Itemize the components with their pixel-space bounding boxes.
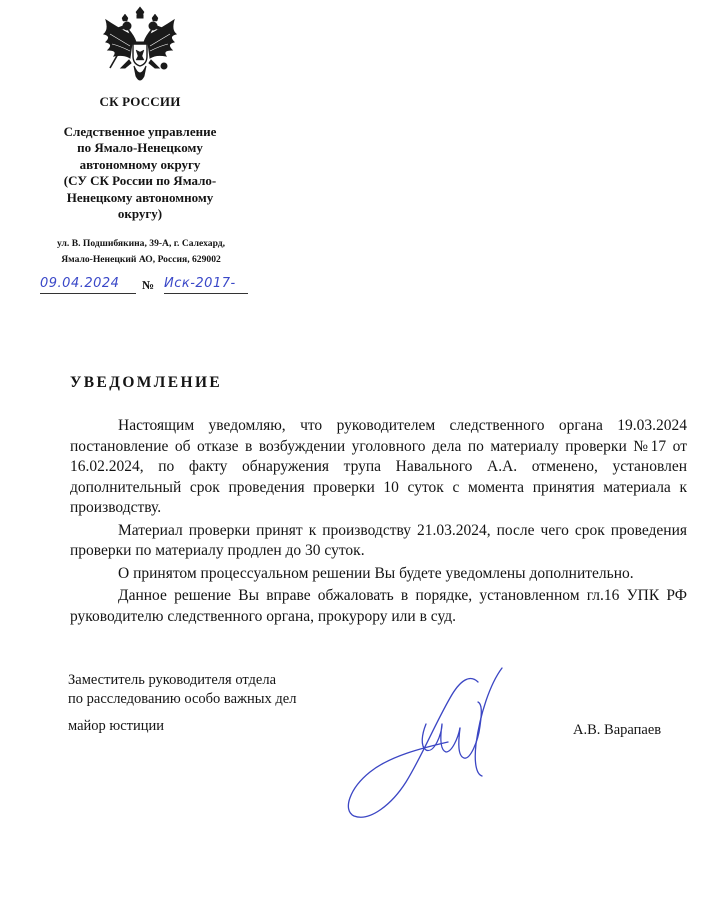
organization-name-line: (СУ СК России по Ямало- <box>63 173 217 189</box>
signer-rank: майор юстиции <box>68 718 165 734</box>
organization-name-line: автономному округу <box>79 156 201 172</box>
organization-name-line: Следственное управление <box>63 124 217 139</box>
document-title: УВЕДОМЛЕНИЕ <box>70 374 223 391</box>
number-sign: № <box>142 278 155 292</box>
organization-address <box>26 236 256 267</box>
body-paragraph: Данное решение Вы вправе обжаловать в порядке, установленном гл.16 УПК РФ руководителю следственного органа, прокурору или в суд. <box>70 587 687 625</box>
organization-name-line: по Ямало-Ненецкому <box>77 140 203 156</box>
body-paragraph: О принятом процессуальном решении Вы будете уведомлены дополнительно. <box>118 564 634 582</box>
address-line: ул. В. Подшибякина, 39-А, г. Салехард, <box>56 238 226 249</box>
reference-date: 09.04.2024 <box>40 275 136 294</box>
signer-position-line: Заместитель руководителя отдела <box>68 672 277 688</box>
body-paragraph: Настоящим уведомляю, что руководителем следственного органа 19.03.2024 постановление об отказе в возбуждении уголовного дела по материалу проверки №17 от 16.02.2024, по факту обнаружения трупа Навального А.А. отменено, установлен дополнительный срок проведения проверки 10 суток с момента принятия материала к производству. <box>70 417 687 516</box>
address-line: Ямало-Ненецкий АО, Россия, 629002 <box>61 253 221 265</box>
document-body <box>70 416 687 629</box>
signature-strokes <box>348 668 502 817</box>
signer-position <box>68 671 296 709</box>
organization-name-line: округу) <box>117 206 163 222</box>
signer-name: А.В. Варапаев <box>573 722 662 738</box>
reference-line <box>40 274 260 298</box>
signer-position-line: по расследованию особо важных дел <box>68 691 297 707</box>
handwritten-signature <box>330 664 550 834</box>
russian-coat-of-arms-icon <box>100 6 180 88</box>
body-paragraph: Материал проверки принят к производству 21.03.2024, после чего срок проведения проверки по материалу продлен до 30 суток. <box>70 521 687 559</box>
organization-short-name: СК РОССИИ <box>99 94 181 109</box>
reference-number: Иск-2017- <box>164 275 248 294</box>
organization-full-name <box>40 124 240 222</box>
organization-name-line: Ненецкому автономному <box>66 189 214 205</box>
